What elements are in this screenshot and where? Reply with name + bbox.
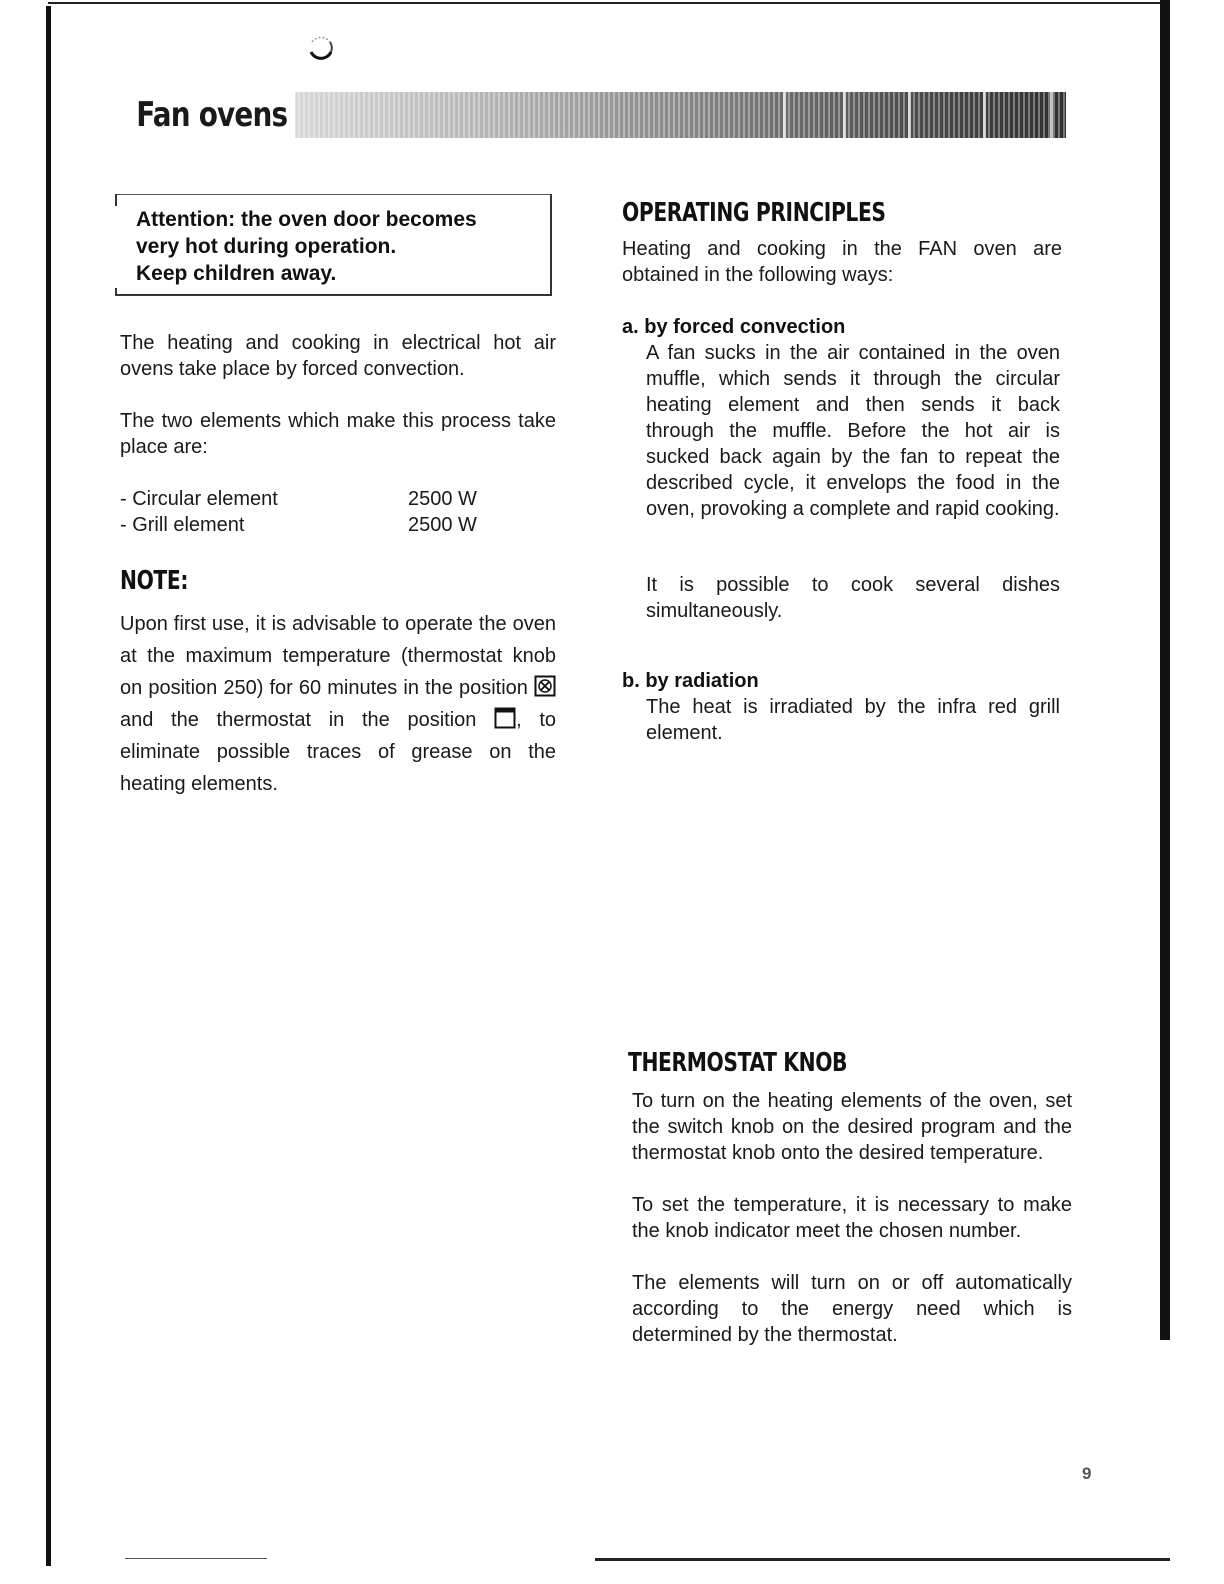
note-text-part-3: , to eliminate possible traces of grease on the heating elements.	[120, 709, 556, 795]
forced-convection-text: A fan sucks in the air contained in the oven muffle, which sends it through the circular heating element and then sends it back through the muffle. Before the hot air is sucked back again by the fan to repeat the described cycle, it envelops the food in the oven, provoking a complete and rapid cooking.	[646, 342, 1060, 520]
note-heading: NOTE:	[120, 566, 189, 596]
attention-line-3: Keep children away.	[136, 262, 337, 285]
header-gradient-bar	[288, 92, 1066, 138]
intro-paragraph-2: The two elements which make this process take place are:	[120, 410, 556, 458]
section-header-band	[128, 92, 1066, 138]
attention-line-2: very hot during operation.	[136, 235, 397, 258]
attention-line-1: Attention: the oven door becomes	[136, 208, 477, 231]
note-text-part-2: and the thermostat in the position	[120, 709, 477, 731]
element-row-circular	[120, 486, 556, 512]
operating-intro: Heating and cooking in the FAN oven are obtained in the following ways:	[622, 238, 1062, 286]
element-name: - Circular element	[120, 488, 278, 510]
scan-edge-bottom	[595, 1558, 1170, 1561]
thermostat-paragraph-1: To turn on the heating elements of the oven, set the switch knob on the desired program and the thermostat knob onto the desired temperature.	[632, 1090, 1072, 1164]
element-row-grill	[120, 512, 556, 538]
operating-principles-heading: OPERATING PRINCIPLES	[622, 198, 886, 228]
thermostat-knob-heading: THERMOSTAT KNOB	[628, 1048, 848, 1078]
page-title: Fan ovens	[128, 92, 295, 138]
scan-edge-right	[1160, 0, 1170, 1340]
note-paragraph	[120, 608, 556, 800]
forced-convection-note: It is possible to cook several dishes simultaneously.	[646, 574, 1060, 622]
scan-edge-left	[46, 6, 51, 1566]
note-text-part-1: Upon first use, it is advisable to operate the oven at the maximum temperature (thermostat knob on position 250) for 60 minutes in the position	[120, 613, 556, 699]
thermostat-paragraph-2: To set the temperature, it is necessary to make the knob indicator meet the chosen number.	[632, 1194, 1072, 1242]
elements-list	[120, 486, 556, 538]
intro-paragraph-1: The heating and cooking in electrical hot air ovens take place by forced convection.	[120, 332, 556, 380]
thermostat-paragraph-3: The elements will turn on or off automatically according to the energy need which is determined by the thermostat.	[632, 1272, 1072, 1346]
scan-edge-top	[48, 2, 1168, 4]
radiation-text: The heat is irradiated by the infra red grill element.	[646, 696, 1060, 744]
element-power: 2500 W	[408, 488, 477, 510]
radiation-heading: b. by radiation	[622, 670, 759, 692]
element-name: - Grill element	[120, 514, 245, 536]
oven-symbol-icon	[494, 707, 516, 729]
element-power: 2500 W	[408, 514, 477, 536]
scan-edge-bottom-left	[125, 1558, 267, 1559]
page-number: 9	[1082, 1464, 1092, 1483]
binder-hole-icon	[306, 34, 336, 64]
forced-convection-heading: a. by forced convection	[622, 316, 846, 338]
attention-warning-text	[136, 206, 546, 287]
fan-symbol-icon	[534, 675, 556, 697]
